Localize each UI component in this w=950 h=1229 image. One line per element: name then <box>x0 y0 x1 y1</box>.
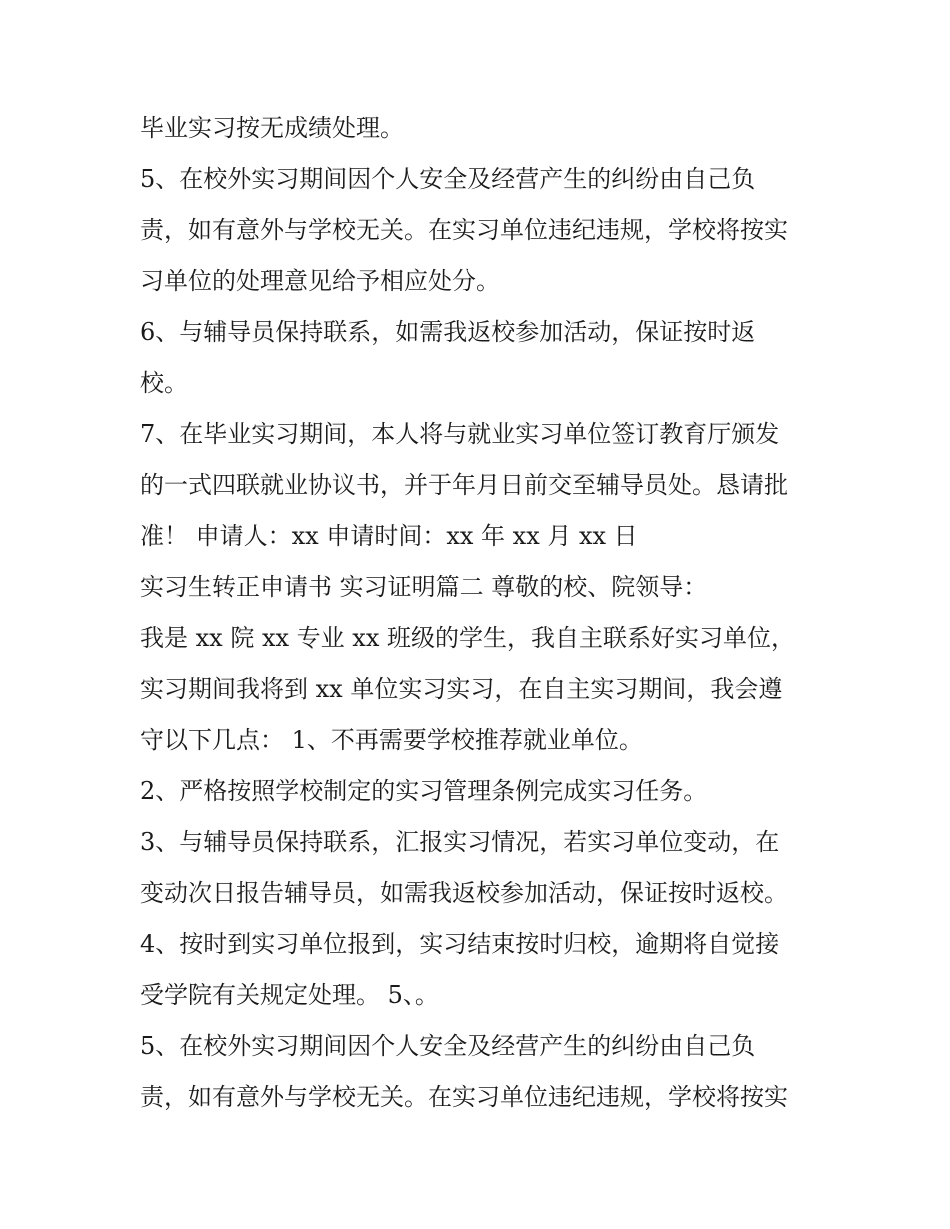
text-line: 受学院有关规定处理。 5、。 <box>140 981 439 1009</box>
text-line: 实习期间我将到 xx 单位实习实习，在自主实习期间，我会遵 <box>140 675 783 703</box>
text-line: 实习生转正申请书 实习证明篇二 尊敬的校、院领导： <box>140 573 708 601</box>
text-line: 习单位的处理意见给予相应处分。 <box>140 267 500 295</box>
text-line: 守以下几点： 1、不再需要学校推荐就业单位。 <box>140 726 643 754</box>
text-line: 变动次日报告辅导员，如需我返校参加活动，保证按时返校。 <box>140 879 788 907</box>
text-line: 3、与辅导员保持联系，汇报实习情况，若实习单位变动，在 <box>140 828 780 856</box>
text-line: 5、在校外实习期间因个人安全及经营产生的纠纷由自己负 <box>140 1032 756 1060</box>
text-line: 2、严格按照学校制定的实习管理条例完成实习任务。 <box>140 777 708 805</box>
text-line: 我是 xx 院 xx 专业 xx 班级的学生，我自主联系好实习单位， <box>140 624 795 652</box>
text-line: 5、在校外实习期间因个人安全及经营产生的纠纷由自己负 <box>140 165 756 193</box>
text-line: 7、在毕业实习期间，本人将与就业实习单位签订教育厅颁发 <box>140 420 780 448</box>
text-line: 毕业实习按无成绩处理。 <box>140 114 404 142</box>
text-line: 准！ 申请人：xx 申请时间：xx 年 xx 月 xx 日 <box>140 522 638 550</box>
text-line: 责，如有意外与学校无关。在实习单位违纪违规，学校将按实 <box>140 1083 788 1111</box>
text-line: 的一式四联就业协议书，并于年月日前交至辅导员处。恳请批 <box>140 471 788 499</box>
text-line: 6、与辅导员保持联系，如需我返校参加活动，保证按时返 <box>140 318 756 346</box>
text-line: 4、按时到实习单位报到，实习结束按时归校，逾期将自觉接 <box>140 930 780 958</box>
text-line: 责，如有意外与学校无关。在实习单位违纪违规，学校将按实 <box>140 216 788 244</box>
text-line: 校。 <box>140 369 188 397</box>
